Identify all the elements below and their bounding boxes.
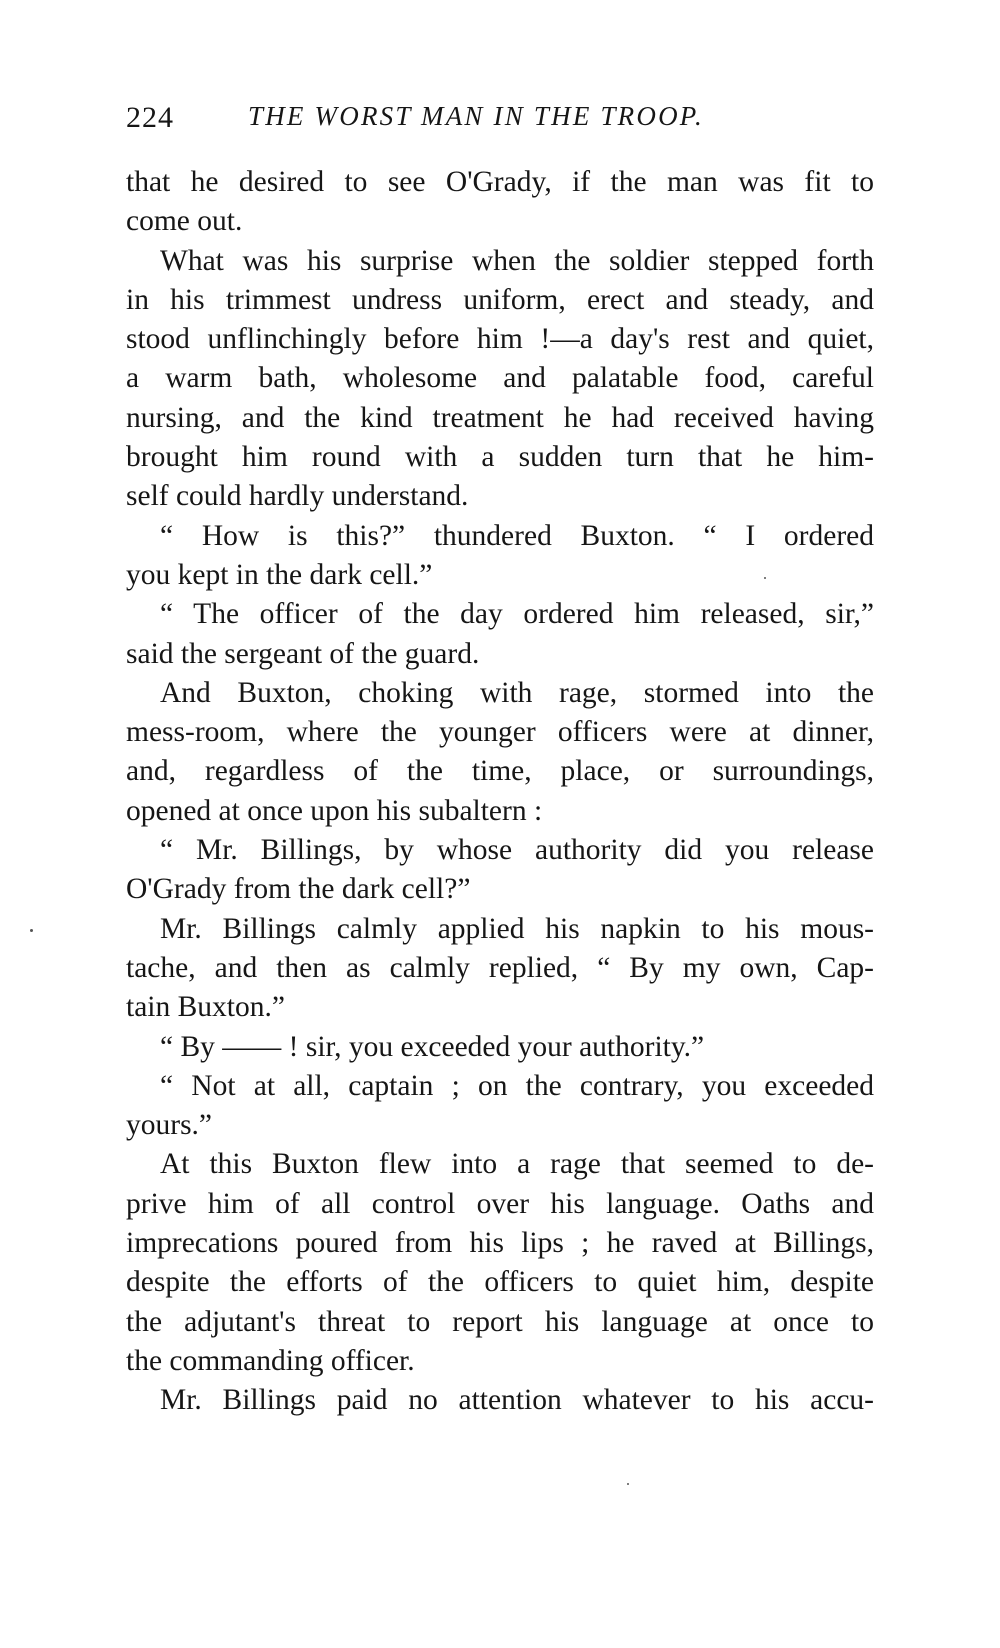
print-speck [764, 577, 766, 579]
text-line: that he desired to see O'Grady, if the man was fit to [126, 166, 874, 198]
text-line: tache, and then as calmly replied, “ By my own, Cap- [126, 951, 874, 984]
text-line: said the sergeant of the guard. [126, 637, 480, 670]
text-line: you kept in the dark cell.” [126, 558, 433, 591]
text-line: O'Grady from the dark cell?” [126, 873, 471, 906]
text-line: yours.” [126, 1109, 213, 1142]
paragraph-start-line: At this Buxton flew into a rage that seemed to de- [160, 1148, 874, 1181]
text-line: tain Buxton.” [126, 991, 285, 1024]
text-line: the commanding officer. [126, 1344, 415, 1377]
paragraph-start-line: “ By —— ! sir, you exceeded your authority.” [160, 1030, 705, 1063]
text-line: mess-room, where the younger officers were at dinner, [126, 716, 874, 749]
text-line: the adjutant's threat to report his language at once to [126, 1305, 874, 1338]
text-line: in his trimmest undress uniform, erect and steady, and [126, 283, 874, 316]
paragraph-start-line: “ Not at all, captain ; on the contrary, you exceeded [160, 1069, 874, 1102]
running-head [126, 101, 874, 141]
text-line: stood unflinchingly before him !—a day's rest and quiet, [126, 323, 874, 356]
paragraph-start-line: “ Mr. Billings, by whose authority did you release [160, 834, 874, 867]
text-line: opened at once upon his subaltern : [126, 794, 543, 827]
text-line: despite the efforts of the officers to quiet him, despite [126, 1266, 874, 1299]
paragraph-start-line: What was his surprise when the soldier stepped forth [160, 244, 874, 277]
text-line: imprecations poured from his lips ; he raved at Billings, [126, 1227, 874, 1260]
print-speck [30, 929, 33, 932]
paragraph-start-line: “ How is this?” thundered Buxton. “ I ordered [160, 519, 874, 552]
paragraph-start-line: Mr. Billings paid no attention whatever to his accu- [160, 1384, 874, 1417]
text-line: a warm bath, wholesome and palatable food, careful [126, 362, 874, 395]
text-line: brought him round with a sudden turn that he him- [126, 441, 874, 474]
text-line: prive him of all control over his language. Oaths and [126, 1187, 874, 1220]
paragraph-start-line: And Buxton, choking with rage, stormed into the [160, 676, 874, 709]
running-title: THE WORST MAN IN THE TROOP. [248, 101, 704, 131]
paragraph-start-line: “ The officer of the day ordered him released, sir,” [160, 598, 874, 631]
text-line: nursing, and the kind treatment he had received having [126, 401, 874, 434]
text-line: come out. [126, 205, 243, 238]
body-text [126, 163, 874, 1421]
paragraph-start-line: Mr. Billings calmly applied his napkin to his mous- [160, 912, 874, 945]
text-line: and, regardless of the time, place, or surroundings, [126, 755, 874, 788]
page-number: 224 [126, 101, 174, 134]
text-line: self could hardly understand. [126, 480, 469, 513]
print-speck [627, 1483, 629, 1485]
